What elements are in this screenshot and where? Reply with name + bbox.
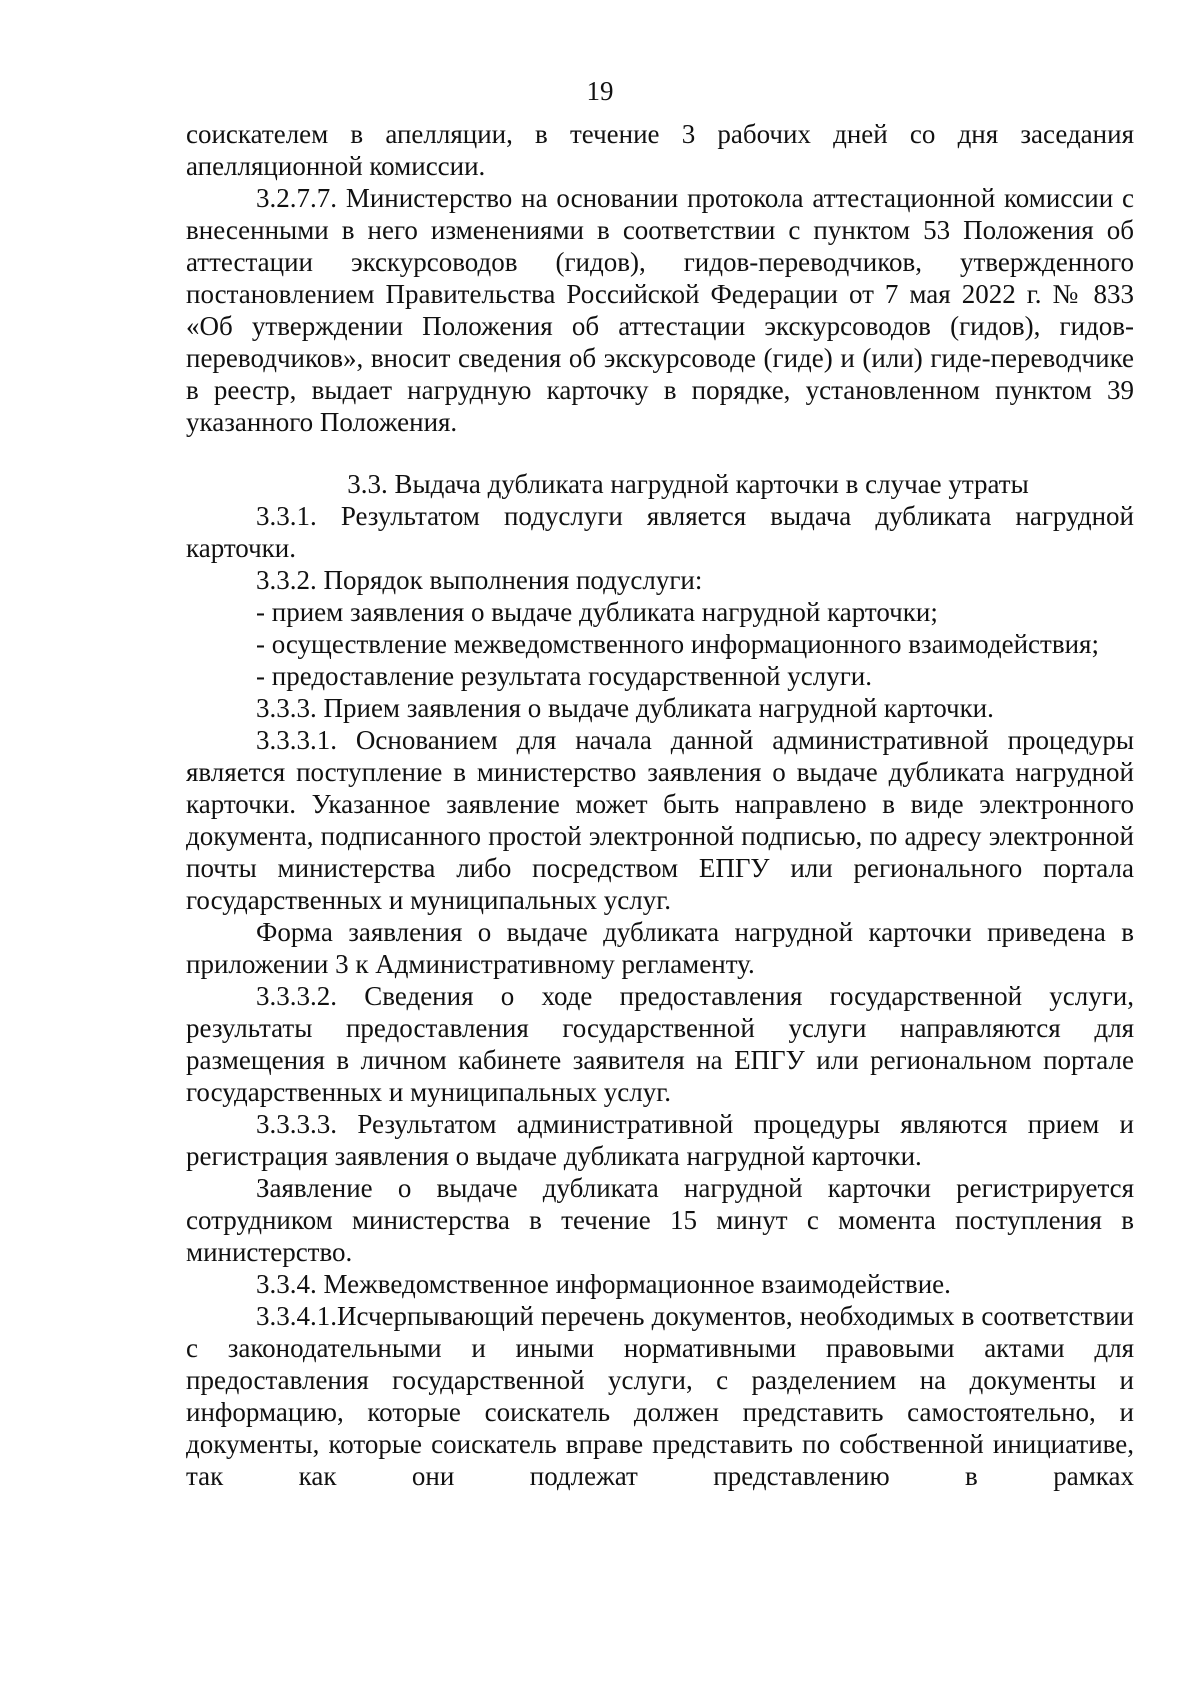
paragraph-3-3-2: 3.3.2. Порядок выполнения подуслуги:	[256, 565, 703, 595]
paragraph-3-3-1: 3.3.1. Результатом подуслуги является выдача дубликата нагрудной карточки.	[186, 501, 1134, 563]
paragraph-3-2-7-7: 3.2.7.7. Министерство на основании протокола аттестационной комиссии с внесенными в него изменениями в соответствии с пунктом 53 Положения об аттестации экскурсоводов (гидов), гидов-переводчиков, утвержденного постановлением Правительства Российской Федерации от 7 мая 2022 г. № 833 «Об утверждении Положения об аттестации экскурсоводов (гидов), гидов-переводчиков», вносит сведения об экскурсоводе (гиде) и (или) гиде-переводчике в реестр, выдает нагрудную карточку в порядке, установленном пунктом 39 указанного Положения.	[186, 183, 1134, 437]
paragraph-3-3-3-3: 3.3.3.3. Результатом административной процедуры являются прием и регистрация заявления о выдаче дубликата нагрудной карточки.	[186, 1109, 1134, 1171]
list-item-application: - прием заявления о выдаче дубликата нагрудной карточки;	[256, 597, 938, 627]
page-number: 19	[586, 76, 614, 106]
list-item-interagency: - осуществление межведомственного информационного взаимодействия;	[256, 629, 1099, 659]
paragraph-3-3-4: 3.3.4. Межведомственное информационное взаимодействие.	[256, 1269, 951, 1299]
paragraph-application-form: Форма заявления о выдаче дубликата нагрудной карточки приведена в приложении 3 к Административному регламенту.	[186, 917, 1134, 979]
list-item-result: - предоставление результата государственной услуги.	[256, 661, 872, 691]
paragraph-registration: Заявление о выдаче дубликата нагрудной карточки регистрируется сотрудником министерства в течение 15 минут с момента поступления в министерство.	[186, 1173, 1134, 1267]
paragraph-3-3-3-2: 3.3.3.2. Сведения о ходе предоставления государственной услуги, результаты предоставления государственной услуги направляются для размещения в личном кабинете заявителя на ЕПГУ или региональном портале государственных и муниципальных услуг.	[186, 981, 1134, 1107]
paragraph-appeal-continuation: соискателем в апелляции, в течение 3 рабочих дней со дня заседания апелляционной комиссии.	[186, 119, 1134, 181]
section-heading-3-3: 3.3. Выдача дубликата нагрудной карточки в случае утраты	[347, 469, 1029, 499]
paragraph-3-3-3-1: 3.3.3.1. Основанием для начала данной административной процедуры является поступление в министерство заявления о выдаче дубликата нагрудной карточки. Указанное заявление может быть направлено в виде электронного документа, подписанного простой электронной подписью, по адресу электронной почты министерства либо посредством ЕПГУ или регионального портала государственных и муниципальных услуг.	[186, 725, 1134, 915]
paragraph-3-3-4-1: 3.3.4.1.Исчерпывающий перечень документов, необходимых в соответствии с законодательными и иными нормативными правовыми актами для предоставления государственной услуги, с разделением на документы и информацию, которые соискатель должен представить самостоятельно, и документы, которые соискатель вправе представить по собственной инициативе, так как они подлежат представлению в рамках	[186, 1301, 1134, 1491]
document-body	[186, 118, 1134, 1492]
paragraph-3-3-3: 3.3.3. Прием заявления о выдаче дубликата нагрудной карточки.	[256, 693, 994, 723]
